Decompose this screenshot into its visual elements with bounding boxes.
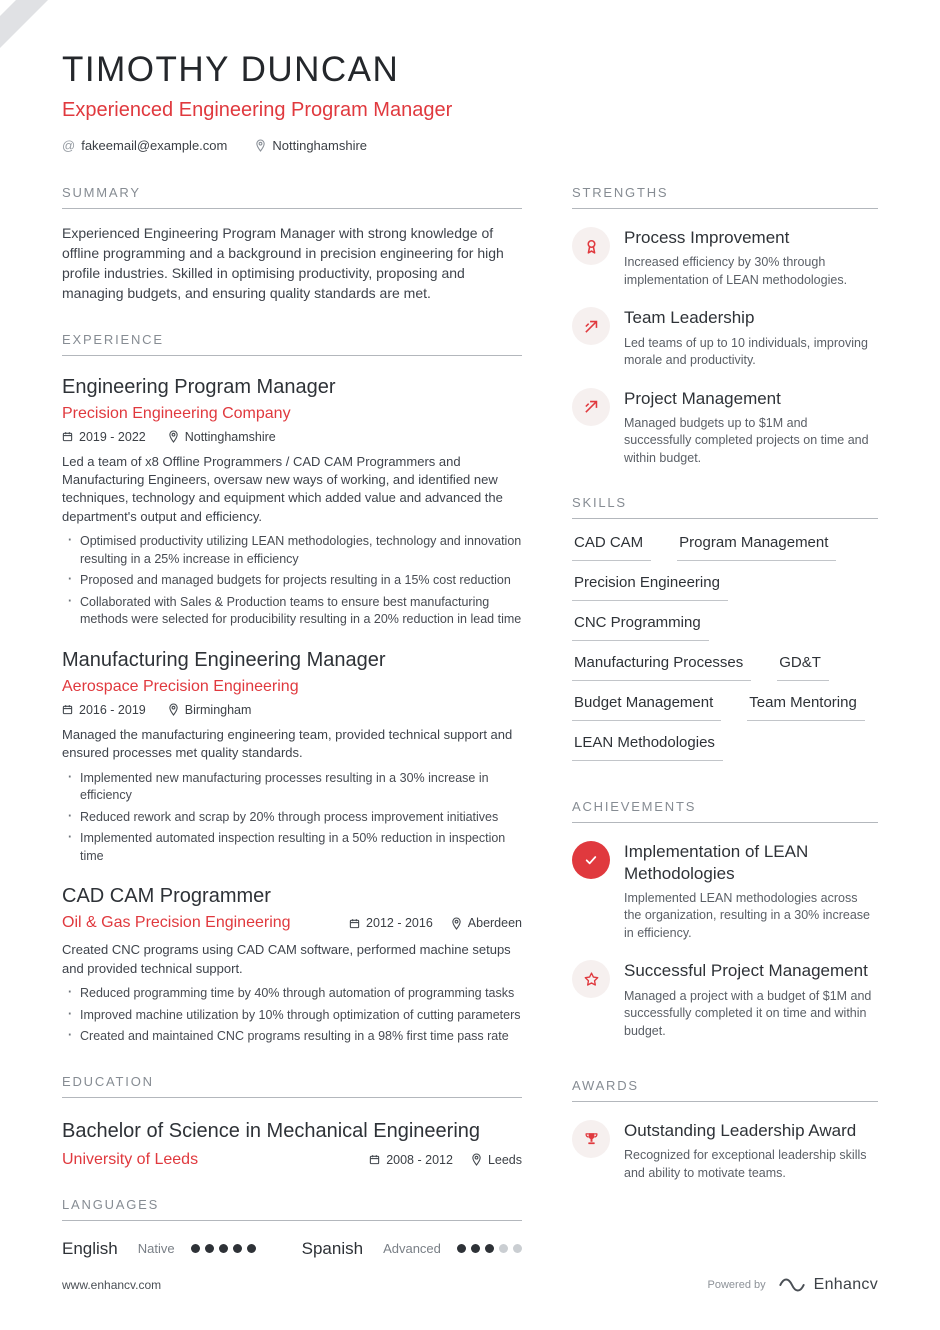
contact-row [62, 138, 878, 153]
star-icon [572, 960, 610, 998]
strength-item [572, 388, 878, 468]
brand-name: Enhancv [813, 1276, 878, 1293]
summary-section [62, 185, 522, 304]
bullet-item: · Optimised productivity utilizing LEAN methodologies, technology and innovation resulting in a 25% increase in efficiency [80, 533, 522, 568]
calendar-icon [349, 918, 360, 929]
strength-text: Increased efficiency by 30% through implementation of LEAN methodologies. [624, 255, 848, 287]
strength-item [572, 307, 878, 369]
strength-text: Led teams of up to 10 individuals, improving morale and productivity. [624, 335, 868, 367]
achievement-item [572, 841, 878, 942]
strengths-heading: STRENGTHS [572, 185, 878, 209]
bullet-item: · Improved machine utilization by 10% through optimization of cutting parameters [80, 1007, 522, 1025]
job-title: Engineering Program Manager [62, 375, 336, 398]
job-dates [62, 430, 146, 444]
growth-arrow-icon [572, 388, 610, 426]
award-body [624, 1120, 878, 1182]
skill-tag: Team Mentoring [747, 681, 865, 721]
education-dates [369, 1153, 453, 1167]
job-title: CAD CAM Programmer [62, 885, 271, 908]
bullet-item: · Implemented new manufacturing processes resulting in a 30% increase in efficiency [80, 770, 522, 805]
languages-section [62, 1197, 522, 1259]
calendar-icon [62, 704, 73, 715]
job-description: Managed the manufacturing engineering team, provided technical support and ensured processes met quality standards. [62, 726, 513, 761]
check-circle-icon [572, 841, 610, 879]
strength-title: Project Management [624, 388, 781, 408]
language-level: Advanced [383, 1241, 441, 1257]
job-dates-value: 2016 - 2019 [79, 702, 146, 717]
job-title: Manufacturing Engineering Manager [62, 648, 386, 671]
bullet-item: · Reduced rework and scrap by 20% through process improvement initiatives [80, 809, 522, 827]
job-location [168, 703, 252, 717]
achievements-heading: ACHIEVEMENTS [572, 799, 878, 823]
growth-arrow-icon [572, 307, 610, 345]
education-location [471, 1153, 522, 1167]
side-column [572, 185, 878, 1287]
achievement-title: Successful Project Management [624, 961, 868, 981]
skill-list [572, 521, 878, 761]
skills-section [572, 495, 878, 761]
summary-text: Experienced Engineering Program Manager with strong knowledge of offline programming and a background in precision engineering for high profile industries. Skilled in optimising productivity, proposing and managing budgets, and ensuring quality standards are met. [62, 225, 504, 301]
languages-heading: LANGUAGES [62, 1197, 522, 1221]
job-location-value: Birmingham [184, 702, 252, 717]
calendar-icon [62, 431, 73, 442]
location-pin-icon [168, 430, 179, 443]
job-entry [62, 649, 522, 865]
powered-by-label: Powered by [707, 1279, 766, 1291]
experience-heading: EXPERIENCE [62, 332, 522, 356]
job-dates [349, 916, 433, 930]
skill-tag: Budget Management [572, 681, 721, 721]
language-name: English [62, 1238, 118, 1258]
education-heading: EDUCATION [62, 1074, 522, 1098]
skill-tag: CAD CAM [572, 521, 651, 561]
page-footer [62, 1276, 878, 1294]
skill-tag: CNC Programming [572, 601, 709, 641]
strengths-section [572, 185, 878, 467]
powered-by-group [708, 1276, 878, 1294]
calendar-icon [369, 1154, 380, 1165]
job-location-value: Aberdeen [467, 916, 522, 931]
achievement-body [624, 841, 878, 942]
job-location [451, 916, 522, 930]
degree-title: Bachelor of Science in Mechanical Engineering [62, 1119, 481, 1142]
awards-section [572, 1078, 878, 1182]
enhancv-brand[interactable] [778, 1276, 878, 1294]
strength-title: Team Leadership [624, 308, 755, 328]
job-company: Oil & Gas Precision Engineering [62, 914, 291, 932]
website-link[interactable]: www.enhancv.com [62, 1278, 162, 1292]
candidate-name: TIMOTHY DUNCAN [62, 50, 400, 89]
language-item [302, 1239, 522, 1259]
language-level: Native [137, 1241, 175, 1257]
corner-decoration [0, 0, 56, 56]
education-meta [369, 1153, 522, 1167]
job-description: Led a team of x8 Offline Programmers / CAD CAM Programmers and Manufacturing Engineers, oversaw new ways of working, and identified new techniques, technology and equipment which added value and advanced the department's output and efficiency. [62, 453, 503, 524]
resume-header [62, 50, 878, 153]
achievement-title: Implementation of LEAN Methodologies [624, 842, 809, 883]
job-location [168, 430, 276, 444]
education-dates-value: 2008 - 2012 [386, 1152, 453, 1167]
bullet-item: · Reduced programming time by 40% through automation of programming tasks [80, 985, 522, 1003]
company-row [62, 914, 522, 932]
skill-tag: LEAN Methodologies [572, 721, 723, 761]
main-column [62, 185, 522, 1287]
school-row [62, 1151, 522, 1169]
school-name: University of Leeds [62, 1150, 199, 1168]
summary-heading: SUMMARY [62, 185, 522, 209]
location-value: Nottinghamshire [272, 138, 368, 153]
enhancv-logo-icon [778, 1277, 806, 1293]
job-location-value: Nottinghamshire [184, 429, 276, 444]
language-item [62, 1239, 256, 1259]
skill-tag: Precision Engineering [572, 561, 728, 601]
job-company: Precision Engineering Company [62, 404, 291, 422]
resume-columns [62, 185, 878, 1287]
job-entry [62, 376, 522, 629]
achievement-item [572, 960, 878, 1040]
job-meta [62, 703, 522, 717]
language-proficiency-dots [457, 1244, 522, 1253]
awards-heading: AWARDS [572, 1078, 878, 1102]
job-bullet-list [62, 985, 522, 1046]
achievement-text: Managed a project with a budget of $1M and successfully completed it on time and within budget. [624, 988, 872, 1038]
email-item[interactable] [62, 138, 227, 153]
job-dates-value: 2019 - 2022 [79, 429, 146, 444]
job-company: Aerospace Precision Engineering [62, 677, 299, 695]
location-pin-icon [255, 139, 266, 152]
skill-tag: Manufacturing Processes [572, 641, 751, 681]
strength-body [624, 388, 878, 468]
job-description: Created CNC programs using CAD CAM software, performed machine setups and provided technical support. [62, 942, 511, 976]
job-entry [62, 885, 522, 1045]
language-name: Spanish [301, 1238, 364, 1258]
location-pin-icon [451, 917, 462, 930]
job-meta [349, 916, 522, 930]
job-bullet-list [62, 533, 522, 629]
strength-text: Managed budgets up to $1M and successfully completed projects on time and within budget. [624, 415, 869, 465]
achievement-body [624, 960, 878, 1040]
location-pin-icon [168, 703, 179, 716]
strength-body [624, 307, 878, 369]
award-item [572, 1120, 878, 1182]
email-icon: @ [62, 138, 76, 153]
award-text: Recognized for exceptional leadership skills and ability to motivate teams. [624, 1148, 867, 1180]
job-meta [62, 430, 522, 444]
bullet-item: · Created and maintained CNC programs resulting in a 98% first time pass rate [80, 1028, 522, 1046]
strength-body [624, 227, 878, 289]
location-item [255, 138, 367, 153]
strength-item [572, 227, 878, 289]
skills-heading: SKILLS [572, 495, 878, 519]
location-pin-icon [471, 1153, 482, 1166]
job-dates-value: 2012 - 2016 [366, 916, 433, 931]
bullet-item: · Implemented automated inspection resulting in a 50% reduction in inspection time [80, 830, 522, 865]
languages-row [62, 1239, 522, 1259]
language-proficiency-dots [191, 1244, 256, 1253]
experience-section [62, 332, 522, 1046]
award-title: Outstanding Leadership Award [624, 1121, 857, 1140]
trophy-icon [572, 1120, 610, 1158]
ribbon-icon [572, 227, 610, 265]
bullet-item: · Proposed and managed budgets for projects resulting in a 15% cost reduction [80, 572, 522, 590]
job-bullet-list [62, 770, 522, 866]
candidate-title: Experienced Engineering Program Manager [62, 99, 453, 121]
skill-tag: GD&T [777, 641, 829, 681]
education-section [62, 1074, 522, 1169]
education-location-value: Leeds [487, 1152, 522, 1167]
achievement-text: Implemented LEAN methodologies across the organization, resulting in a 30% increase in efficiency. [624, 890, 870, 940]
achievements-section [572, 799, 878, 1040]
strength-title: Process Improvement [624, 228, 790, 247]
email-value: fakeemail@example.com [81, 138, 228, 153]
job-dates [62, 703, 146, 717]
bullet-item: · Collaborated with Sales & Production teams to ensure best manufacturing methods were selected for producibility resulting in a 20% reduction in lead time [80, 594, 522, 629]
skill-tag: Program Management [677, 521, 836, 561]
